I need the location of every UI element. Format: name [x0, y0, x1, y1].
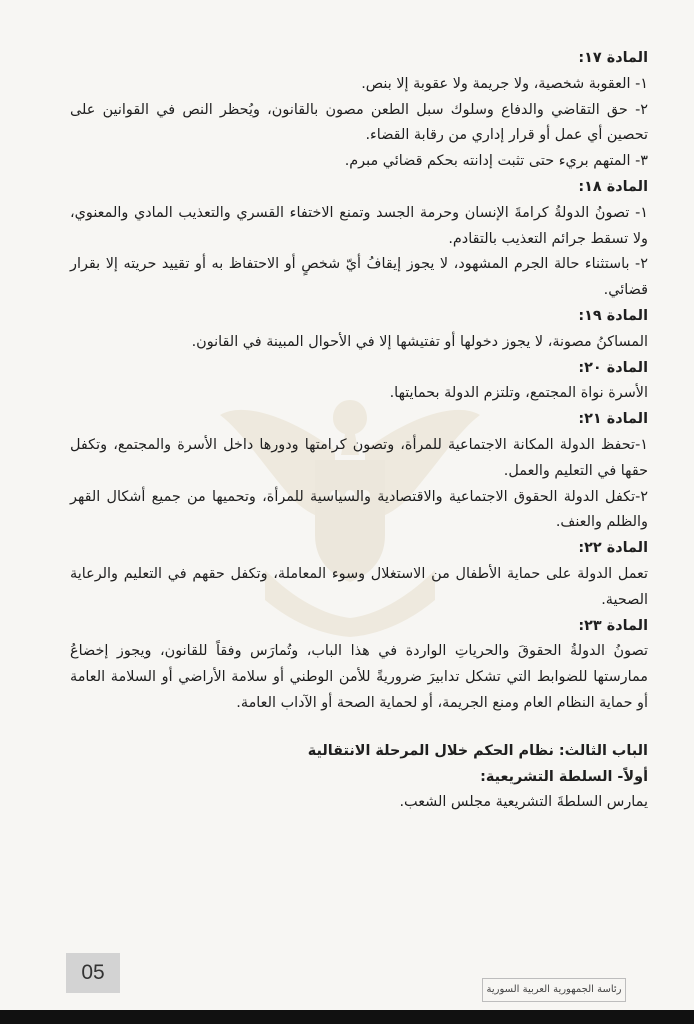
article-23-heading: المادة ٢٣:	[578, 617, 648, 634]
article-23-text: تصونُ الدولةُ الحقوقَ والحرياتِ الواردة في هذا الباب، وتُمارَس وفقاً للقانون، ويجوز إخضاعُ ممارستها للضوابط التي تشكل تدابيرَ ضروريةً للأمن الوطني أو سلامة الأراضي أو السلامة العامة أو حماية النظام العام ومنع الجريمة، أو لحماية الصحة أو الآداب العامة.	[70, 643, 648, 711]
article-18-item-1: ١- تصونُ الدولةُ كرامةَ الإنسان وحرمة الجسد وتمنع الاختفاء القسري والتعذيب المادي والمعنوي، ولا تسقط جرائم التعذيب بالتقادم.	[70, 204, 648, 247]
article-20-heading: المادة ٢٠:	[578, 359, 648, 376]
article-21-item-1: ١-تحفظ الدولة المكانة الاجتماعية للمرأة، وتصون كرامتها ودورها داخل الأسرة والمجتمع، وتكفل حقها في التعليم والعمل.	[70, 436, 648, 479]
section-legislative-heading: أولاً- السلطة التشريعية:	[480, 768, 648, 785]
article-19-text: المساكنُ مصونة، لا يجوز دخولها أو تفتيشها إلا في الأحوال المبينة في القانون.	[191, 333, 648, 350]
article-22-text: تعمل الدولة على حماية الأطفال من الاستغلال وسوء المعاملة، وتكفل حقهم في التعليم والرعاية الصحية.	[70, 565, 648, 608]
article-21-heading: المادة ٢١:	[578, 411, 648, 428]
article-22-heading: المادة ٢٢:	[578, 540, 648, 557]
article-21-item-2: ٢-تكفل الدولة الحقوق الاجتماعية والاقتصادية والسياسية للمرأة، وتحميها من جميع أشكال القهر والظلم والعنف.	[70, 488, 648, 531]
section-spacer	[70, 717, 648, 739]
document-body	[70, 46, 648, 816]
bottom-edge-bar	[0, 1010, 694, 1024]
footer-presidency-label: رئاسة الجمهورية العربية السورية	[482, 978, 626, 1002]
chapter-3-title: الباب الثالث: نظام الحكم خلال المرحلة الانتقالية	[307, 742, 648, 759]
article-18-heading: المادة ١٨:	[578, 178, 648, 195]
section-legislative-text: يمارس السلطةَ التشريعية مجلس الشعب.	[399, 794, 648, 811]
article-17-heading: المادة ١٧:	[578, 50, 648, 66]
article-17-item-3: ٣- المتهم بريء حتى تثبت إدانته بحكم قضائي مبرم.	[344, 153, 648, 170]
page-number: 05	[66, 953, 120, 993]
article-17-item-1: ١- العقوبة شخصية، ولا جريمة ولا عقوبة إلا بنص.	[361, 75, 648, 92]
article-18-item-2: ٢- باستثناء حالة الجرم المشهود، لا يجوز إيقافُ أيّ شخصٍ أو الاحتفاظ به أو تقييد حريته إلا بقرار قضائي.	[70, 256, 648, 299]
article-20-text: الأسرة نواة المجتمع، وتلتزم الدولة بحمايتها.	[389, 385, 648, 402]
article-19-heading: المادة ١٩:	[578, 307, 648, 324]
article-17-item-2: ٢- حق التقاضي والدفاع وسلوك سبل الطعن مصون بالقانون، ويُحظر النص في القوانين على تحصين أي عمل أو قرار إداري من رقابة القضاء.	[70, 101, 648, 144]
